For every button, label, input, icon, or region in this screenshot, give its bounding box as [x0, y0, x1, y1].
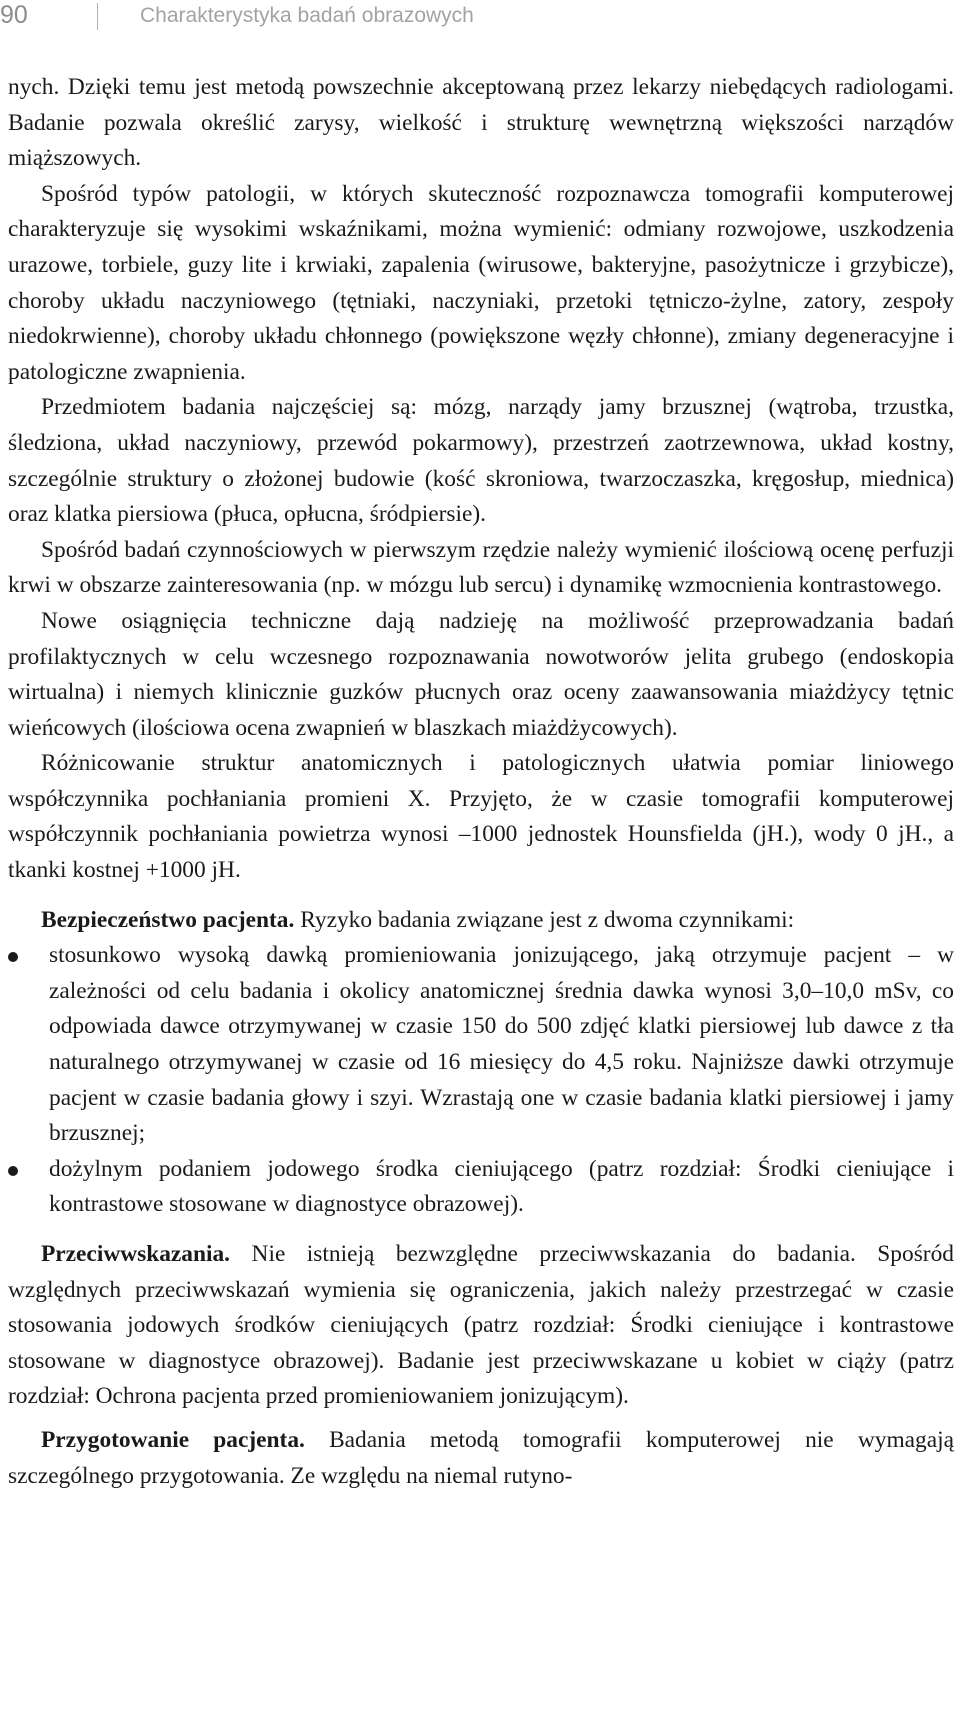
list-item: [8, 1152, 954, 1223]
paragraph-hounsfield-units: Różnicowanie struktur anatomicznych i patologicznych ułatwia pomiar liniowego współczynnika pochłaniania promieni X. Przyjęto, że w czasie tomografii komputerowej współczynnik pochłaniania powietrza wynosi –1000 jednostek Hounsfielda (jH.), wody 0 jH., a tkanki kostnej +1000 jH.: [8, 750, 954, 884]
running-head: [0, 0, 960, 40]
risk-factors-list: [8, 938, 954, 1223]
section-contraindications: [8, 1237, 954, 1415]
paragraph-continuation: nych. Dzięki temu jest metodą powszechnie akceptowaną przez lekarzy niebędących radiologami. Badanie pozwala określić zarysy, wielkość i strukturę wewnętrzną większości narządów miąższowych.: [8, 74, 954, 172]
body-text: [8, 70, 954, 1494]
section-heading-preparation: Przygotowanie pacjenta.: [41, 1426, 305, 1453]
section-heading-safety: Bezpieczeństwo pacjenta.: [41, 906, 295, 933]
page-number: 90: [0, 1, 28, 29]
bullet-icon: [8, 952, 18, 962]
section-patient-preparation: [8, 1423, 954, 1494]
preparation-text: Badania metodą tomografii komputerowej nie wymagają szczególnego przygotowania. Ze względu na niemal rutyno-: [8, 1426, 954, 1489]
safety-intro-text: Ryzyko badania związane jest z dwoma czynnikami:: [300, 906, 795, 933]
paragraph-pathologies: Spośród typów patologii, w których skuteczność rozpoznawcza tomografii komputerowej charakteryzuje się wysokimi wskaźnikami, można wymienić: odmiany rozwojowe, uszkodzenia urazowe, torbiele, guzy lite i krwiaki, zapalenia (wirusowe, bakteryjne, pasożytnicze i grzybicze), choroby układu naczyniowego (tętniaki, naczyniaki, przetoki tętniczo-żylne, zatory, zespoły niedokrwienne), choroby układu chłonnego (powiększone węzły chłonne), zmiany degeneracyjne i patologiczne zwapnienia.: [8, 180, 954, 385]
section-heading-contraindications: Przeciwwskazania.: [41, 1241, 231, 1267]
paragraph-examination-subjects: Przedmiotem badania najczęściej są: mózg, narządy jamy brzusznej (wątroba, trzustka, śledziona, układ naczyniowy, przewód pokarmowy), przestrzeń zaotrzewnowa, układ kostny, szczególnie struktury o złożonej budowie (kość skroniowa, twarzoczaszka, kręgosłup, miednica) oraz klatka piersiowa (płuca, opłucna, śródpiersie).: [8, 394, 954, 528]
bullet-icon: [8, 1166, 18, 1176]
contraindications-text: Nie istnieją bezwzględne przeciwwskazania do badania. Spośród względnych przeciwwskazań wymienia się ograniczenia, jakich należy przestrzegać w czasie stosowania jodowych środków cieniujących (patrz rozdział: Środki cieniujące i kontrastowe stosowane w diagnostyce obrazowej). Badanie jest przeciwwskazane u kobiet w ciąży (patrz rozdział: Ochrona pacjenta przed promieniowaniem jonizującym).: [8, 1241, 954, 1410]
list-item-text: stosunkowo wysoką dawką promieniowania jonizującego, jaką otrzymuje pacjent – w zależności od celu badania i okolicy anatomicznej średnia dawka wynosi 3,0–10,0 mSv, co odpowiada dawce otrzymywanej w czasie 150 do 500 zdjęć klatki piersiowej lub dawce z tła naturalnego otrzymywanej w czasie od 16 miesięcy do 4,5 roku. Najniższe dawki otrzymuje pacjent w czasie badania głowy i szyi. Wzrastają one w czasie badania klatki piersiowej i jamy brzusznej;: [49, 942, 954, 1147]
list-item: [8, 938, 954, 1152]
list-item-text: dożylnym podaniem jodowego środka cieniującego (patrz rozdział: Środki cieniujące i kontrastowe stosowane w diagnostyce obrazowej).: [49, 1155, 954, 1218]
section-patient-safety: [8, 903, 954, 939]
chapter-title: Charakterystyka badań obrazowych: [140, 4, 474, 27]
header-divider: [97, 3, 98, 30]
paragraph-functional-studies: Spośród badań czynnościowych w pierwszym rzędzie należy wymienić ilościową ocenę perfuzji krwi w obszarze zainteresowania (np. w mózgu lub sercu) i dynamikę wzmocnienia kontrastowego.: [8, 536, 954, 599]
paragraph-technical-advances: Nowe osiągnięcia techniczne dają nadzieję na możliwość przeprowadzania badań profilaktycznych w celu wczesnego rozpoznawania nowotworów jelita grubego (endoskopia wirtualna) i niemych klinicznie guzków płucnych oraz oceny zaawansowania miażdżycy tętnic wieńcowych (ilościowa ocena zwapnień w blaszkach miażdżycowych).: [8, 607, 954, 741]
